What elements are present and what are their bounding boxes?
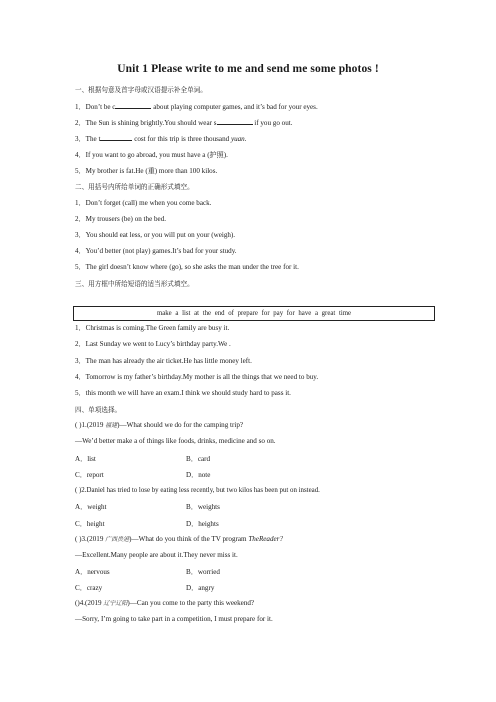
answer-blank[interactable] <box>217 118 253 125</box>
q2-option-b[interactable]: B．weights <box>186 503 220 511</box>
section-heading-1: 一、根据句意及首字母或汉语提示补全单词。 <box>75 86 207 94</box>
q3-option-a[interactable]: A．nervous <box>75 568 110 576</box>
q3-option-c[interactable]: C．crazy <box>75 584 103 592</box>
question-4-line2: —Sorry, I’m going to take part in a competition, I must prepare for it. <box>75 615 273 623</box>
q1-option-c[interactable]: C．report <box>75 471 104 479</box>
q1-option-a[interactable]: A．list <box>75 455 96 463</box>
section-heading-4: 四、单项选择。 <box>75 406 122 414</box>
question-4-stem: ()4.(2019 辽宁辽阳)—Can you come to the party this weekend? <box>75 599 255 607</box>
exercise-2-item-5: 5．The girl doesn’t know where (go), so she asks the man under the tree for it. <box>75 263 299 271</box>
exercise-3-item-5: 5．this month we will have an exam.I think we should study hard to pass it. <box>75 389 291 397</box>
phrase-list: make a list at the end of prepare for pay for have a great time <box>156 310 352 317</box>
q1-option-d[interactable]: D．note <box>186 471 211 479</box>
exercise-3-item-3: 3．The man has already the air ticket.He has little money left. <box>75 357 252 365</box>
q3-option-d[interactable]: D．angry <box>186 584 215 592</box>
answer-blank[interactable] <box>115 102 151 109</box>
exercise-3-item-1: 1．Christmas is coming.The Green family are busy it. <box>75 324 230 332</box>
phrase-box <box>73 306 435 321</box>
question-1-stem: ( )1.(2019 福建)—What should we do for the camping trip? <box>75 421 244 429</box>
exercise-2-item-4: 4．You’d better (not play) games.It’s bad for your study. <box>75 247 237 255</box>
question-3-stem: ( )3.(2019 广西贵港)—What do you think of the TV program TheReader? <box>75 535 283 543</box>
exercise-2-item-2: 2．My trousers (be) on the bed. <box>75 215 167 223</box>
exercise-3-item-2: 2．Last Sunday we went to Lucy’s birthday party.We . <box>75 340 231 348</box>
exercise-1-item-4: 4．If you want to go abroad, you must have a (护照). <box>75 151 228 159</box>
exercise-1-item-2: 2．The Sun is shining brightly.You should wear s if you go out. <box>75 119 293 127</box>
q3-option-b[interactable]: B．worried <box>186 568 220 576</box>
exercise-1-item-1: 1．Don’t be c about playing computer games, and it’s bad for your eyes. <box>75 103 318 111</box>
section-heading-3: 三、用方框中所给短语的适当形式填空。 <box>75 280 194 288</box>
q2-option-d[interactable]: D．heights <box>186 520 219 528</box>
exercise-2-item-3: 3．You should eat less, or you will put on your (weigh). <box>75 231 236 239</box>
question-2-stem: ( )2.Daniel has tried to lose by eating less recently, but two kilos has been put on instead. <box>75 487 320 494</box>
exercise-2-item-1: 1．Don’t forget (call) me when you come back. <box>75 199 212 207</box>
answer-blank[interactable] <box>100 134 132 141</box>
page-title: Unit 1 Please write to me and send me some photos ! <box>117 63 379 75</box>
question-1-line2: —We’d better make a of things like foods, drinks, medicine and so on. <box>75 437 276 445</box>
section-heading-2: 二、用括号内所给单词的正确形式填空。 <box>75 183 194 191</box>
q2-option-a[interactable]: A．weight <box>75 503 107 511</box>
exercise-3-item-4: 4．Tomorrow is my father’s birthday.My mother is all the things that we need to buy. <box>75 373 319 381</box>
q2-option-c[interactable]: C．height <box>75 520 105 528</box>
exercise-1-item-3: 3．The t cost for this trip is three thousand yuan. <box>75 135 247 143</box>
exercise-1-item-5: 5．My brother is fat.He (重) more than 100 kilos. <box>75 167 218 175</box>
question-3-line2: —Excellent.Many people are about it.They never miss it. <box>75 551 238 559</box>
q1-option-b[interactable]: B．card <box>186 455 211 463</box>
